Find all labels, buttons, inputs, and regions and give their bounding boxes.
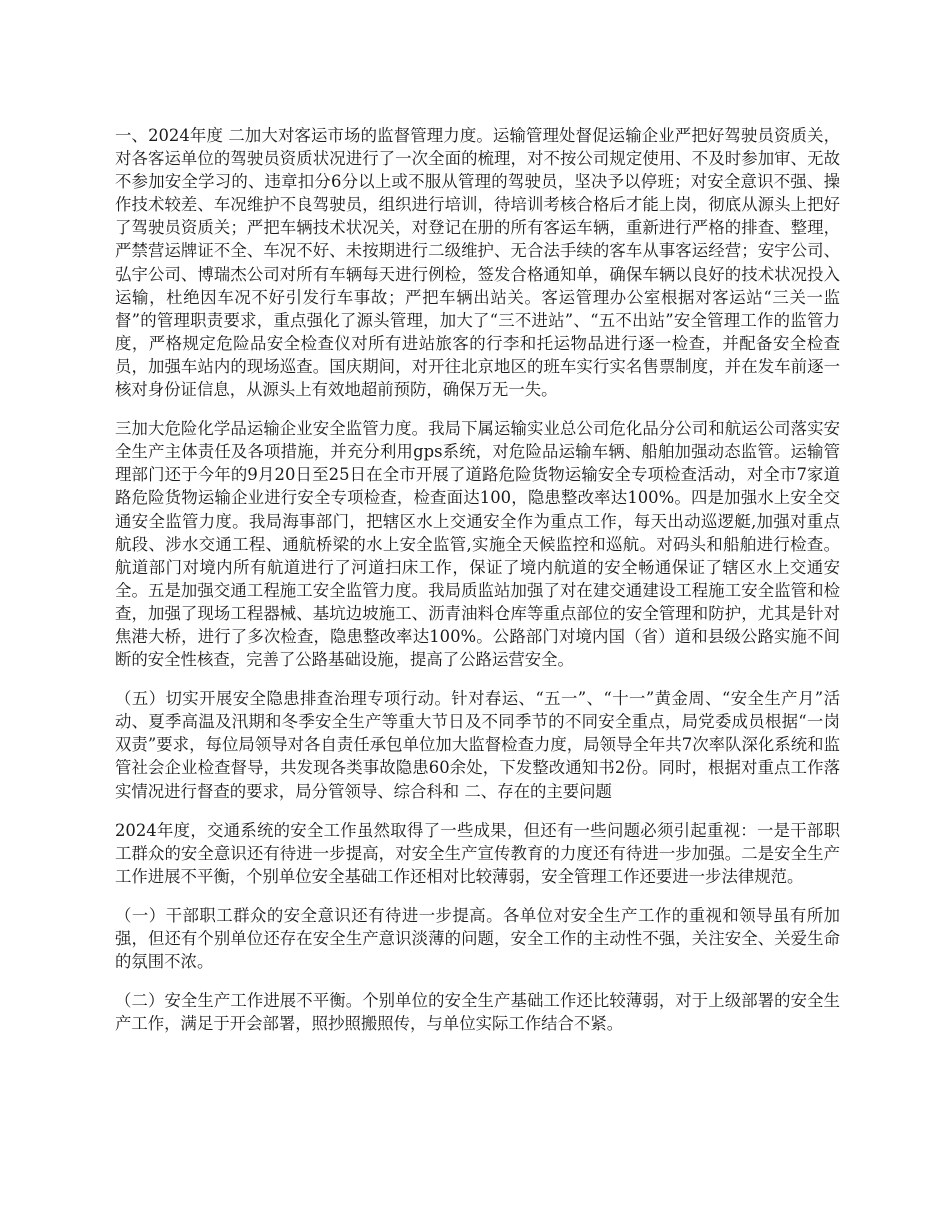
paragraph-uneven-progress: （二）安全生产工作进展不平衡。个别单位的安全生产基础工作还比较薄弱，对于上级部署的安全生产工作，满足于开会部署，照抄照搬照传，与单位实际工作结合不紧。: [115, 991, 840, 1034]
paragraph-hazardous-transport: 三加大危险化学品运输企业安全监管力度。我局下属运输实业总公司危化品分公司和航运公司落实安全生产主体责任及各项措施，并充分利用gps系统，对危险品运输车辆、船舶加强动态监管。运输管理部门还于今年的9月20日至25日在全市开展了道路危险货物运输安全专项检查活动，对全市7家道路危险货物运输企业进行安全专项检查，检查面达100，隐患整改率达100%。四是加强水上安全交通安全监管力度。我局海事部门，把辖区水上交通安全作为重点工作，每天出动巡逻艇,加强对重点航段、涉水交通工程、通航桥梁的水上安全监管,实施全天候监控和巡航。对码头和船舶进行检查。航道部门对境内所有航道进行了河道扫床工作，保证了境内航道的安全畅通保证了辖区水上交通安全。五是加强交通工程施工安全监管力度。我局质监站加强了对在建交通建设工程施工安全监管和检查，加强了现场工程器械、基坑边坡施工、沥青油料仓库等重点部位的安全管理和防护，尤其是针对焦港大桥，进行了多次检查，隐患整改率达100%。公路部门对境内国（省）道和县级公路实施不间断的安全性核查，完善了公路基础设施，提高了公路运营安全。: [115, 419, 840, 670]
document-body: [115, 124, 840, 1051]
paragraph-safety-awareness: （一）干部职工群众的安全意识还有待进一步提高。各单位对安全生产工作的重视和领导虽有所加强，但还有个别单位还存在安全生产意识淡薄的问题，安全工作的主动性不强，关注安全、关爱生命的氛围不浓。: [115, 905, 840, 972]
paragraph-market-supervision: 一、2024年度 二加大对客运市场的监督管理力度。运输管理处督促运输企业严把好驾驶员资质关，对各客运单位的驾驶员资质状况进行了一次全面的梳理，对不按公司规定使用、不及时参加审、无故不参加安全学习的、违章扣分6分以上或不服从管理的驾驶员，坚决予以停班；对安全意识不强、操作技术较差、车况维护不良驾驶员，组织进行培训，待培训考核合格后才能上岗，彻底从源头上把好了驾驶员资质关；严把车辆技术状况关，对登记在册的所有客运车辆，重新进行严格的排查、整理，严禁营运牌证不全、车况不好、未按期进行二级维护、无合法手续的客车从事客运经营；安宇公司、弘宇公司、博瑞杰公司对所有车辆每天进行例检，签发合格通知单，确保车辆以良好的技术状况投入运输，杜绝因车况不好引发行车事故；严把车辆出站关。客运管理办公室根据对客运站“三关一监督”的管理职责要求，重点强化了源头管理，加大了“三不进站”、“五不出站”安全管理工作的监管力度，严格规定危险品安全检查仪对所有进站旅客的行李和托运物品进行逐一检查，并配备安全检查员，加强车站内的现场巡查。国庆期间，对开往北京地区的班车实行实名售票制度，并在发车前逐一核对身份证信息，从源头上有效地超前预防，确保万无一失。: [115, 126, 840, 400]
paragraph-hazard-inspection: （五）切实开展安全隐患排查治理专项行动。针对春运、“五一”、“十一”黄金周、“安全生产月”活动、夏季高温及汛期和冬季安全生产等重大节日及不同季节的不同安全重点，局党委成员根据“一岗双责”要求，每位局领导对各自责任承包单位加大监督检查力度，局领导全年共7次率队深化系统和监管社会企业检查督导，共发现各类事故隐患60余处，下发整改通知书2份。同时，根据对重点工作落实情况进行督查的要求，局分管领导、综合科和 二、存在的主要问题: [115, 689, 840, 801]
paragraph-existing-problems: 2024年度，交通系统的安全工作虽然取得了一些成果，但还有一些问题必须引起重视：一是干部职工群众的安全意识还有待进一步提高，对安全生产宣传教育的力度还有待进一步加强。二是安全生产工作进展不平衡，个别单位安全基础工作还相对比较薄弱，安全管理工作还要进一步法律规范。: [115, 820, 840, 886]
